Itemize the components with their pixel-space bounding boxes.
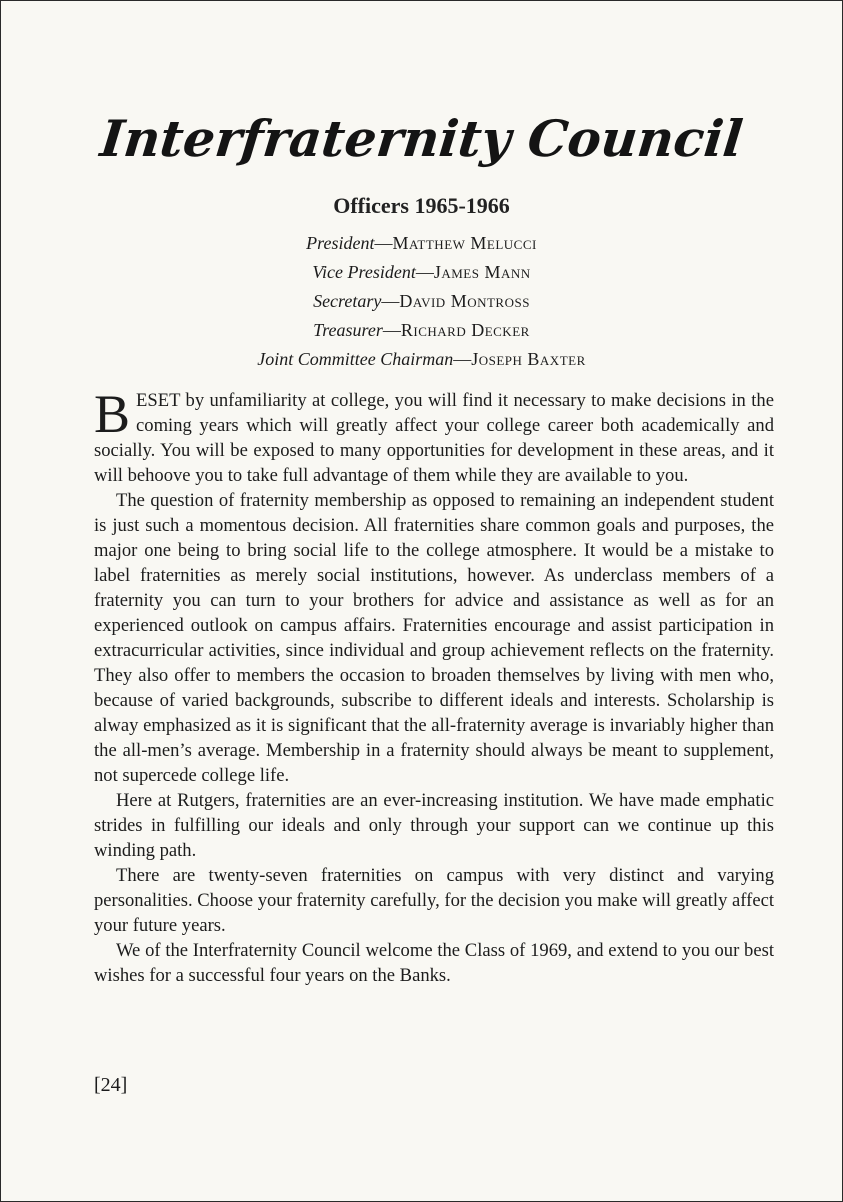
officer-role: President [306, 233, 375, 253]
officer-line [1, 316, 842, 345]
officer-name: David Montross [399, 291, 530, 311]
page-title: Interfraternity Council [97, 109, 746, 168]
officer-line [1, 287, 842, 316]
page-number: [24] [94, 1074, 128, 1096]
officer-separator: — [381, 291, 400, 311]
officer-separator: — [453, 349, 472, 369]
officers-list [1, 229, 842, 374]
body-paragraph: There are twenty-seven fraternities on campus with very distinct and varying personalities. Choose your fraternity carefully, for the decision you make will greatly affect your future years. [94, 865, 774, 936]
officer-line [1, 258, 842, 287]
officer-name: Richard Decker [400, 320, 530, 340]
officer-line [1, 229, 842, 258]
officer-separator: — [374, 233, 393, 253]
body-paragraph: The question of fraternity membership as opposed to remaining an independent student is just such a momentous decision. All fraternities share common goals and purposes, the major one being to bring social life to the college atmosphere. It would be a mistake to label fraternities as merely social institutions, however. As underclass members of a fraternity you can turn to your brothers for advice and assistance as well as for an experienced outlook on campus affairs. Fraternities encourage and assist participation in extracurricular activities, since individual and group achievement reflects on the fraternity. They also offer to members the occasion to broaden themselves by living with men who, because of varied backgrounds, subscribe to different ideals and interests. Scholarship is alway emphasized as it is significant that the all-fraternity average is invariably higher than the all-men’s average. Membership in a fraternity should always be meant to supplement, not supercede college life. [94, 490, 774, 786]
officer-line [1, 345, 842, 374]
officers-heading: Officers 1965-1966 [333, 193, 510, 218]
officer-role: Treasurer [313, 320, 383, 340]
body-paragraph: We of the Interfraternity Council welcome the Class of 1969, and extend to you our best wishes for a successful four years on the Banks. [94, 940, 774, 986]
officer-name: James Mann [433, 262, 531, 282]
officer-name: Matthew Melucci [392, 233, 537, 253]
body-paragraph [94, 384, 774, 488]
body-paragraph: Here at Rutgers, fraternities are an ever-increasing institution. We have made emphatic strides in fulfilling our ideals and only through your support can we continue up this winding path. [94, 790, 774, 861]
drop-cap: B [94, 384, 131, 444]
officer-role: Secretary [313, 291, 382, 311]
officer-role: Vice President [312, 262, 416, 282]
officer-separator: — [382, 320, 401, 340]
officer-name: Joseph Baxter [471, 349, 586, 369]
first-paragraph-text: ESET by unfamiliarity at college, you will find it necessary to make decisions in the coming years which will greatly affect your college career both academically and socially. You will be exposed to many opportunities for development in these areas, and it will behoove you to take full advantage of them while they are available to you. [94, 390, 774, 486]
officer-separator: — [415, 262, 434, 282]
article-body [94, 384, 774, 988]
officer-role: Joint Committee Chairman [257, 349, 454, 369]
